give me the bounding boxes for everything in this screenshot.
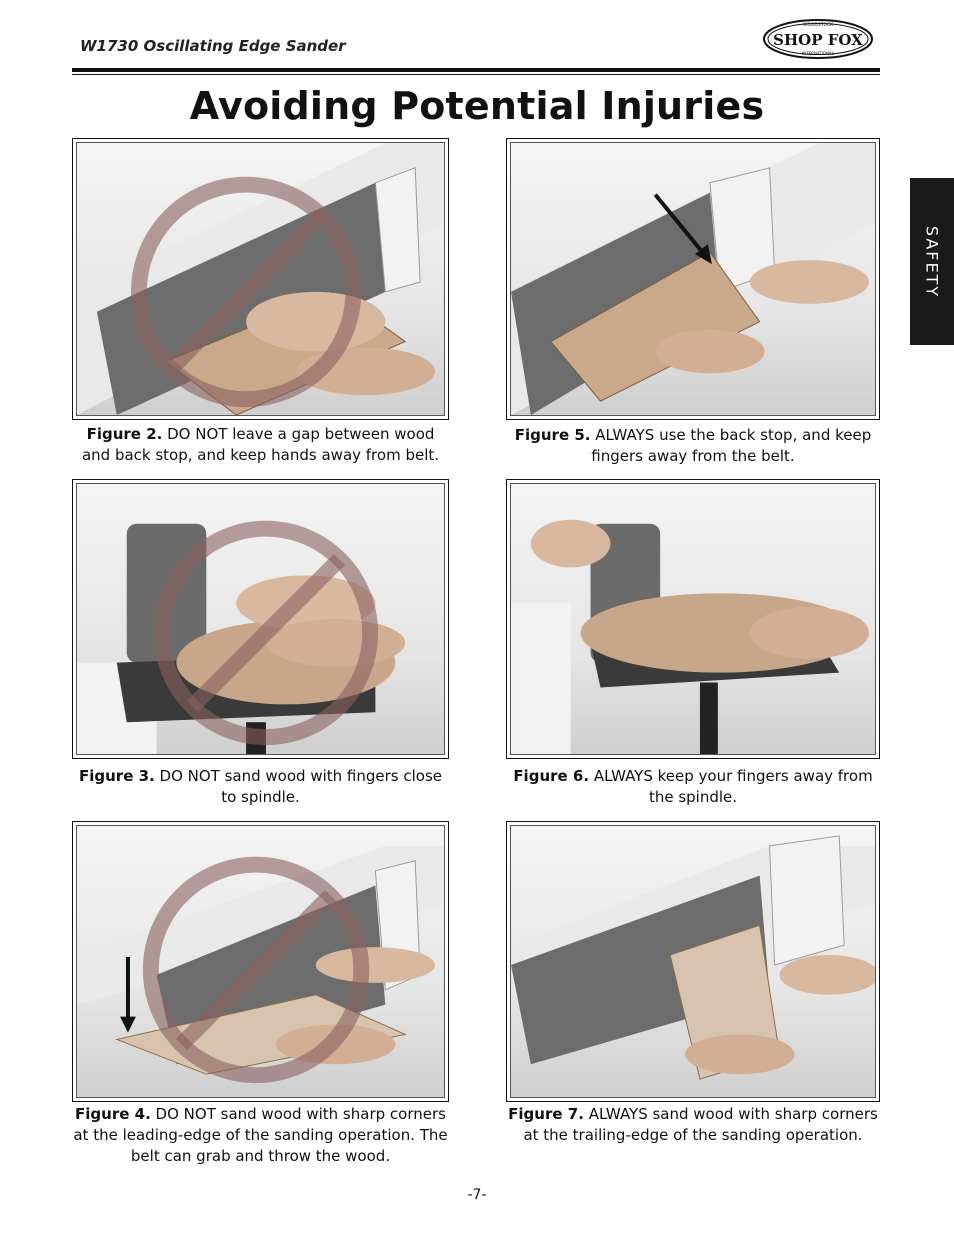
figure-5-label: Figure 5. (514, 426, 591, 444)
logo-top-text: WOODSTOCK (802, 23, 834, 28)
figure-5-caption (506, 425, 880, 467)
figure-6-label: Figure 6. (513, 767, 590, 785)
figure-4-caption (72, 1104, 449, 1167)
shop-fox-logo (762, 18, 874, 60)
header-rule-thin (72, 74, 880, 75)
figure-6-text: ALWAYS keep your fingers away from the spindle. (593, 767, 873, 806)
figure-3-caption (72, 766, 449, 808)
figure-6-caption (506, 766, 880, 808)
logo-bottom-text: INTERNATIONAL (801, 51, 835, 56)
prohibited-icon (77, 484, 444, 754)
figure-3-label: Figure 3. (79, 767, 155, 785)
arrow-icon (77, 826, 444, 1097)
figure-2-photo (72, 138, 449, 420)
section-tab-label: SAFETY (922, 225, 942, 298)
figure-3-text: DO NOT sand wood with fingers close to spindle. (159, 767, 442, 806)
figure-2-text: DO NOT leave a gap between wood and back stop, and keep hands away from belt. (81, 425, 440, 464)
figure-4-photo (72, 821, 449, 1102)
logo-text: SHOP FOX (773, 31, 863, 49)
figure-3-photo (72, 479, 449, 759)
figure-6-photo (506, 479, 880, 759)
figure-7-caption (506, 1104, 880, 1146)
arrow-icon (511, 143, 875, 415)
page-number: -7- (467, 1187, 487, 1203)
figure-7-text: ALWAYS sand wood with sharp corners at the trailing-edge of the sanding operation. (523, 1105, 878, 1144)
page-title: Avoiding Potential Injuries (189, 84, 765, 128)
figure-5-text: ALWAYS use the back stop, and keep fingers away from the belt. (591, 426, 872, 465)
prohibited-icon (77, 143, 444, 415)
figure-5-photo (506, 138, 880, 420)
header-rule (72, 68, 880, 72)
figure-2-label: Figure 2. (86, 425, 163, 443)
document-model-title: W1730 Oscillating Edge Sander (80, 37, 346, 55)
figure-7-label: Figure 7. (508, 1105, 584, 1123)
figure-2-caption (72, 424, 449, 466)
figure-4-text: DO NOT sand wood with sharp corners at the leading-edge of the sanding operation. The belt can grab and throw the wood. (73, 1105, 448, 1165)
section-tab (910, 178, 954, 345)
figure-7-photo (506, 821, 880, 1102)
figure-4-label: Figure 4. (75, 1105, 151, 1123)
